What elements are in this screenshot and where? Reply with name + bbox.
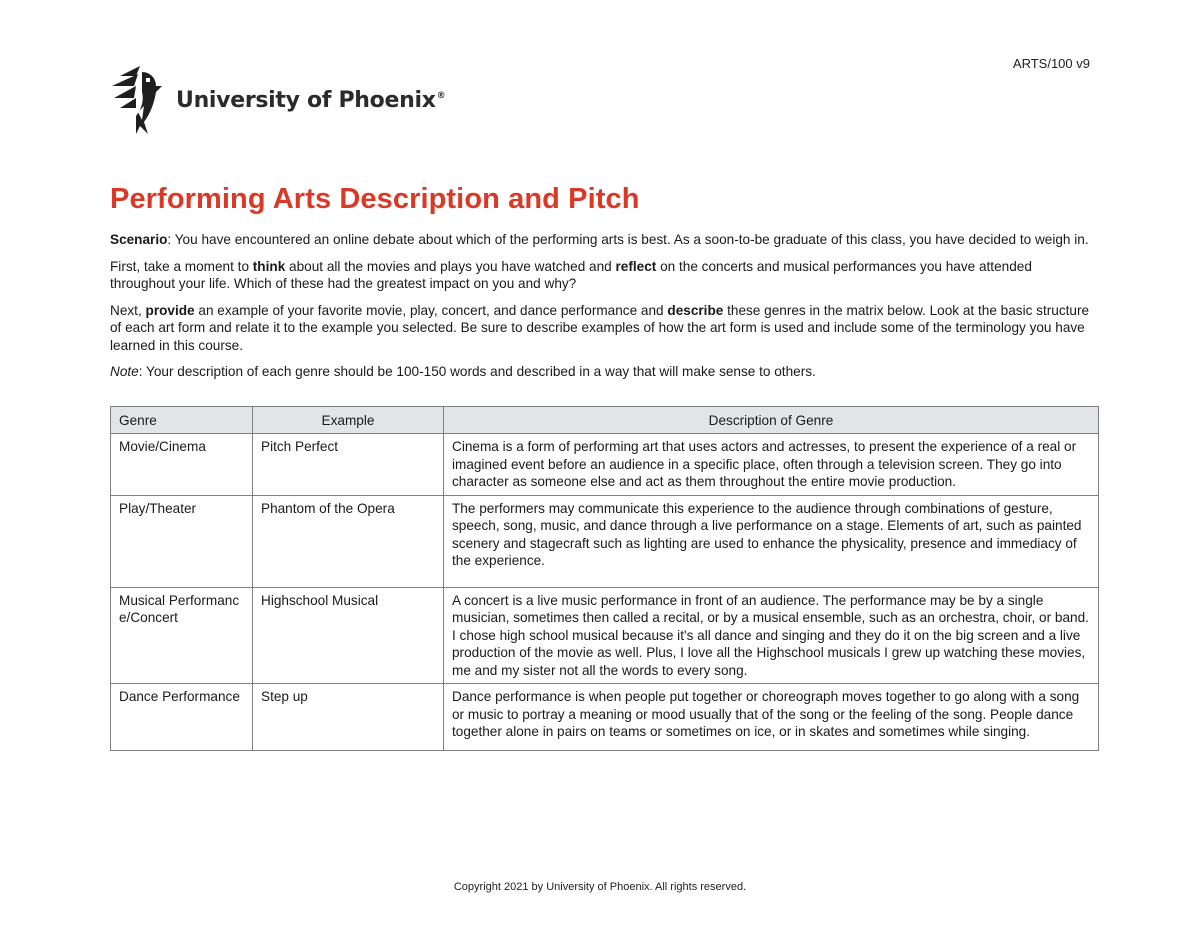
header-description: Description of Genre xyxy=(444,407,1099,434)
copyright-footer: Copyright 2021 by University of Phoenix. All rights reserved. xyxy=(453,881,747,893)
genre-matrix-table xyxy=(110,406,1099,751)
table-row xyxy=(111,587,1099,684)
description-cell: The performers may communicate this experience to the audience through combinations of gesture, speech, song, music, and dance through a live performance on a stage. Elements of art, such as painted scenery and stagecraft such as lighting are used to enhance the physicality, presence and immediacy of the experience. xyxy=(444,495,1099,587)
table-row xyxy=(111,495,1099,587)
genre-cell: Musical Performance/Concert xyxy=(111,587,253,684)
genre-cell: Play/Theater xyxy=(111,495,253,587)
first-paragraph: First, take a moment to think about all the movies and plays you have watched and reflect on the concerts and musical performances you have attended throughout your life. Which of these had the greatest impact on you and why? xyxy=(110,258,1032,291)
genre-cell: Dance Performance xyxy=(111,684,253,751)
example-cell: Step up xyxy=(253,684,444,751)
university-logo xyxy=(110,64,445,136)
next-paragraph: Next, provide an example of your favorite movie, play, concert, and dance performance and describe these genres in the matrix below. Look at the basic structure of each art form and relate it to the example you selected. Be sure to describe examples of how the art form is used and include some of the terminology you have learned in this course. xyxy=(110,302,1090,353)
registered-mark: ® xyxy=(436,91,446,102)
example-cell: Highschool Musical xyxy=(253,587,444,684)
table-row xyxy=(111,434,1099,496)
example-cell: Phantom of the Opera xyxy=(253,495,444,587)
note-paragraph: Note: Your description of each genre should be 100-150 words and described in a way that will make sense to others. xyxy=(110,364,816,379)
example-cell: Pitch Perfect xyxy=(253,434,444,496)
table-row xyxy=(111,684,1099,751)
description-cell: A concert is a live music performance in front of an audience. The performance may be by a single musician, sometimes then called a recital, or by a musical ensemble, such as an orchestra, choir, or band. I chose high school musical because it's all dance and singing and they do it on the big screen and a live production of the movie as well. Plus, I love all the Highschool musicals I grew up watching these movies, me and my sister not all the words to every song. xyxy=(444,587,1099,684)
header-example: Example xyxy=(253,407,444,434)
table-header-row xyxy=(111,407,1099,434)
header-genre: Genre xyxy=(111,407,253,434)
phoenix-bird-icon xyxy=(110,64,172,136)
instructions xyxy=(110,231,1095,390)
scenario-paragraph: Scenario: You have encountered an online debate about which of the performing arts is best. As a soon-to-be graduate of this class, you have decided to weigh in. xyxy=(110,232,1089,247)
description-cell: Cinema is a form of performing art that uses actors and actresses, to present the experience of a real or imagined event before an audience in a specific place, often through a television screen. They go into character as someone else and act as them throughout the entire movie production. xyxy=(444,434,1099,496)
course-code: ARTS/100 v9 xyxy=(1012,56,1090,71)
description-cell: Dance performance is when people put together or choreograph moves together to go along with a song or music to portray a meaning or mood usually that of the song or the feeling of the song. People dance together alone in pairs on teams or sometimes on ice, or in skates and sometimes while singing. xyxy=(444,684,1099,751)
genre-cell: Movie/Cinema xyxy=(111,434,253,496)
page-title: Performing Arts Description and Pitch xyxy=(110,183,640,215)
logo-wordmark: University of Phoenix® xyxy=(176,87,446,113)
